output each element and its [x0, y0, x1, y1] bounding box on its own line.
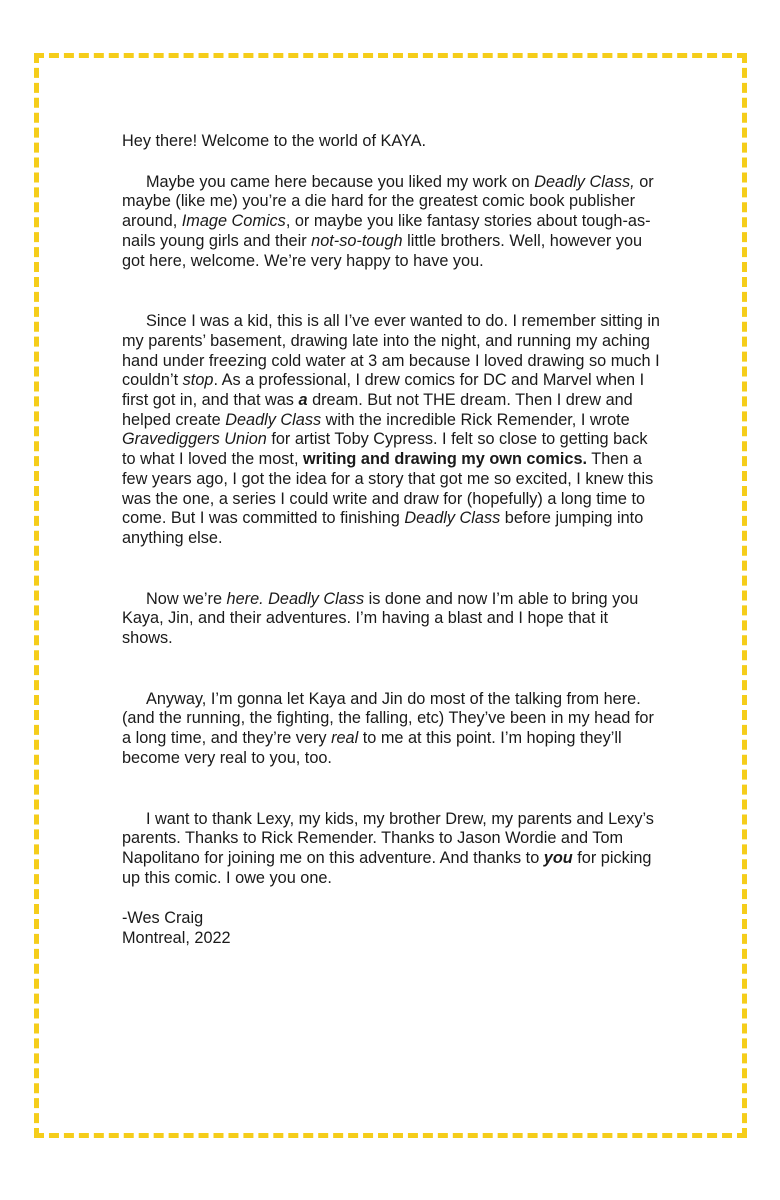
- paragraph-thanks: [122, 810, 662, 889]
- signature: -Wes Craig: [122, 909, 204, 928]
- paragraph-intro: [122, 173, 662, 272]
- emphasis-not-so-tough: not-so-tough: [311, 231, 403, 250]
- text-run: or maybe (like me) you’re a die hard for the greatest comic book publisher around,: [122, 172, 654, 231]
- text-run: before jumping into anything else.: [122, 509, 644, 547]
- text-run: Then a few years ago, I got the idea for a story that got me so excited, I knew this was the one, a series I could write and draw for (hopefully) a long time to come. But I was committed to finishing: [122, 450, 654, 528]
- emphasis-writing-drawing: writing and drawing my own comics.: [303, 450, 588, 469]
- text-run: dream. But not THE dream. Then I drew and helped create: [122, 391, 633, 429]
- editorial-letter: [122, 132, 662, 949]
- title-gravediggers-union: Gravediggers Union: [122, 430, 267, 449]
- greeting-line: Hey there! Welcome to the world of KAYA.: [122, 132, 427, 150]
- paragraph-now: [122, 590, 662, 649]
- emphasis-a: a: [298, 391, 308, 410]
- paragraph-anyway: [122, 690, 662, 769]
- title-deadly-class: Deadly Class,: [534, 172, 635, 191]
- text-run: little brothers. Well, however you got here, welcome. We’re very happy to have you.: [122, 231, 643, 270]
- text-run: is done and now I’m able to bring you Kaya, Jin, and their adventures. I’m having a blast and I hope that it shows.: [122, 589, 639, 648]
- title-deadly-class: Deadly Class: [404, 509, 501, 528]
- location-date: Montreal, 2022: [122, 929, 231, 948]
- title-deadly-class: Deadly Class: [225, 410, 322, 429]
- emphasis-stop: stop: [182, 371, 214, 390]
- emphasis-here-deadly-class: here. Deadly Class: [226, 589, 365, 608]
- emphasis-you: you: [543, 848, 573, 867]
- text-run: Now we’re: [146, 589, 227, 608]
- text-run: Since I was a kid, this is all I’ve ever wanted to do. I remember sitting in my parents’ basement, drawing late into the night, and running my aching hand under freezing cold water at 3 am because I loved drawing so much I couldn’t: [122, 312, 660, 390]
- text-run: . As a professional, I drew comics for DC and Marvel when I first got in, and that was: [122, 371, 645, 410]
- title-image-comics: Image Comics: [181, 212, 286, 231]
- text-run: , or maybe you like fantasy stories about tough-as-nails young girls and their: [122, 212, 651, 250]
- paragraph-backstory: [122, 312, 662, 548]
- text-run: Anyway, I’m gonna let Kaya and Jin do most of the talking from here. (and the running, the fighting, the falling, etc) They’ve been in my head for a long time, and they’re very: [122, 689, 654, 748]
- text-run: for picking up this comic. I owe you one.: [122, 848, 652, 887]
- text-run: with the incredible Rick Remender, I wrote: [321, 410, 630, 429]
- text-run: to me at this point. I’m hoping they’ll become very real to you, too.: [122, 729, 622, 767]
- text-run: I want to thank Lexy, my kids, my brother Drew, my parents and Lexy’s parents. Thanks to Rick Remender. Thanks to Jason Wordie and Tom Napolitano for joining me on this adventure. And thanks to: [122, 809, 654, 867]
- text-run: for artist Toby Cypress. I felt so close to getting back to what I loved the most,: [122, 430, 648, 469]
- emphasis-real: real: [331, 729, 359, 748]
- text-run: Maybe you came here because you liked my work on: [146, 172, 535, 191]
